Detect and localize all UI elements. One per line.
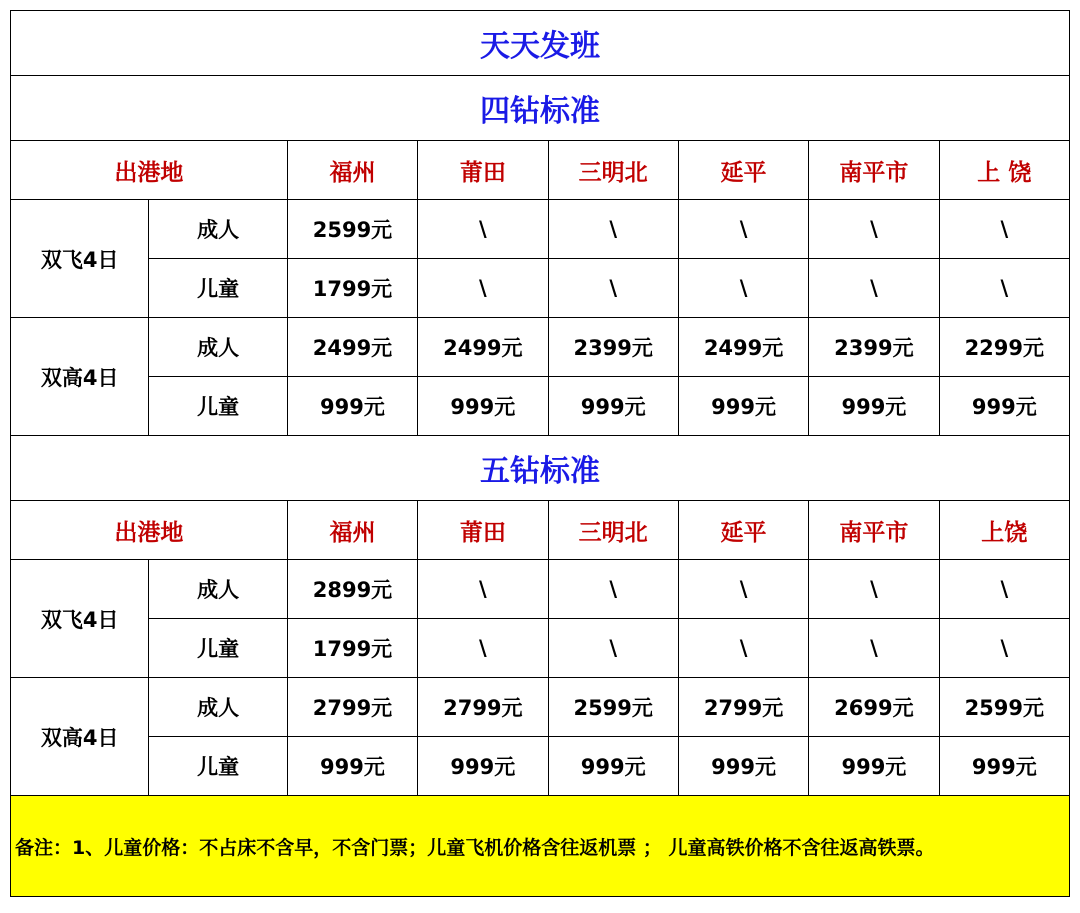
price-cell: \ bbox=[418, 560, 548, 619]
header-city: 上 饶 bbox=[939, 141, 1069, 200]
passenger-type: 儿童 bbox=[149, 377, 287, 436]
price-cell: \ bbox=[678, 619, 808, 678]
passenger-type: 成人 bbox=[149, 200, 287, 259]
header-origin-label: 出港地 bbox=[11, 501, 288, 560]
price-cell: 999元 bbox=[418, 737, 548, 796]
header-city: 福州 bbox=[287, 141, 417, 200]
price-cell: \ bbox=[418, 200, 548, 259]
passenger-type: 成人 bbox=[149, 318, 287, 377]
price-table bbox=[10, 10, 1070, 897]
price-cell: \ bbox=[939, 619, 1069, 678]
price-cell: 1799元 bbox=[287, 619, 417, 678]
section-heading: 五钻标准 bbox=[11, 436, 1070, 501]
price-cell: \ bbox=[678, 560, 808, 619]
table-row bbox=[11, 200, 1070, 259]
price-cell: 999元 bbox=[418, 377, 548, 436]
price-cell: \ bbox=[548, 259, 678, 318]
table-row bbox=[11, 619, 1070, 678]
price-cell: 2299元 bbox=[939, 318, 1069, 377]
price-cell: 2599元 bbox=[287, 200, 417, 259]
price-cell: \ bbox=[809, 200, 939, 259]
passenger-type: 儿童 bbox=[149, 619, 287, 678]
price-cell: 999元 bbox=[548, 737, 678, 796]
header-city: 延平 bbox=[678, 501, 808, 560]
price-cell: 999元 bbox=[809, 737, 939, 796]
header-city: 上饶 bbox=[939, 501, 1069, 560]
trip-type: 双高4日 bbox=[11, 678, 149, 796]
passenger-type: 成人 bbox=[149, 678, 287, 737]
price-cell: 999元 bbox=[939, 737, 1069, 796]
price-cell: 1799元 bbox=[287, 259, 417, 318]
price-cell: \ bbox=[809, 259, 939, 318]
price-cell: 2499元 bbox=[418, 318, 548, 377]
price-cell: 999元 bbox=[678, 377, 808, 436]
trip-type: 双高4日 bbox=[11, 318, 149, 436]
price-cell: \ bbox=[418, 259, 548, 318]
price-cell: 2399元 bbox=[548, 318, 678, 377]
header-city: 延平 bbox=[678, 141, 808, 200]
price-cell: 999元 bbox=[939, 377, 1069, 436]
trip-type: 双飞4日 bbox=[11, 200, 149, 318]
table-row bbox=[11, 737, 1070, 796]
price-cell: \ bbox=[548, 560, 678, 619]
price-cell: \ bbox=[548, 619, 678, 678]
price-cell: 2799元 bbox=[418, 678, 548, 737]
price-cell: 999元 bbox=[809, 377, 939, 436]
header-city: 莆田 bbox=[418, 501, 548, 560]
price-cell: 2799元 bbox=[678, 678, 808, 737]
header-city: 福州 bbox=[287, 501, 417, 560]
price-cell: \ bbox=[939, 200, 1069, 259]
header-city: 三明北 bbox=[548, 501, 678, 560]
header-city: 三明北 bbox=[548, 141, 678, 200]
price-cell: \ bbox=[418, 619, 548, 678]
price-cell: 2799元 bbox=[287, 678, 417, 737]
price-cell: 2599元 bbox=[548, 678, 678, 737]
header-city: 南平市 bbox=[809, 141, 939, 200]
price-cell: \ bbox=[548, 200, 678, 259]
table-row bbox=[11, 560, 1070, 619]
price-cell: 2499元 bbox=[678, 318, 808, 377]
price-cell: \ bbox=[678, 259, 808, 318]
table-row bbox=[11, 377, 1070, 436]
price-cell: 999元 bbox=[287, 737, 417, 796]
table-row bbox=[11, 259, 1070, 318]
price-cell: \ bbox=[678, 200, 808, 259]
passenger-type: 儿童 bbox=[149, 259, 287, 318]
price-cell: \ bbox=[809, 560, 939, 619]
remarks-note: 备注：1、儿童价格：不占床不含早，不含门票；儿童飞机价格含往返机票 ； 儿童高铁价格不含往返高铁票。 bbox=[11, 796, 1070, 897]
header-city: 莆田 bbox=[418, 141, 548, 200]
price-cell: 999元 bbox=[548, 377, 678, 436]
price-cell: 999元 bbox=[287, 377, 417, 436]
trip-type: 双飞4日 bbox=[11, 560, 149, 678]
header-origin-label: 出港地 bbox=[11, 141, 288, 200]
price-cell: 2599元 bbox=[939, 678, 1069, 737]
header-city: 南平市 bbox=[809, 501, 939, 560]
price-cell: 2499元 bbox=[287, 318, 417, 377]
passenger-type: 儿童 bbox=[149, 737, 287, 796]
table-row bbox=[11, 678, 1070, 737]
page-title: 天天发班 bbox=[11, 11, 1070, 76]
table-row bbox=[11, 318, 1070, 377]
price-cell: 999元 bbox=[678, 737, 808, 796]
price-cell: 2899元 bbox=[287, 560, 417, 619]
price-cell: 2399元 bbox=[809, 318, 939, 377]
passenger-type: 成人 bbox=[149, 560, 287, 619]
price-cell: \ bbox=[939, 560, 1069, 619]
price-cell: \ bbox=[939, 259, 1069, 318]
price-cell: 2699元 bbox=[809, 678, 939, 737]
price-cell: \ bbox=[809, 619, 939, 678]
section-heading: 四钻标准 bbox=[11, 76, 1070, 141]
